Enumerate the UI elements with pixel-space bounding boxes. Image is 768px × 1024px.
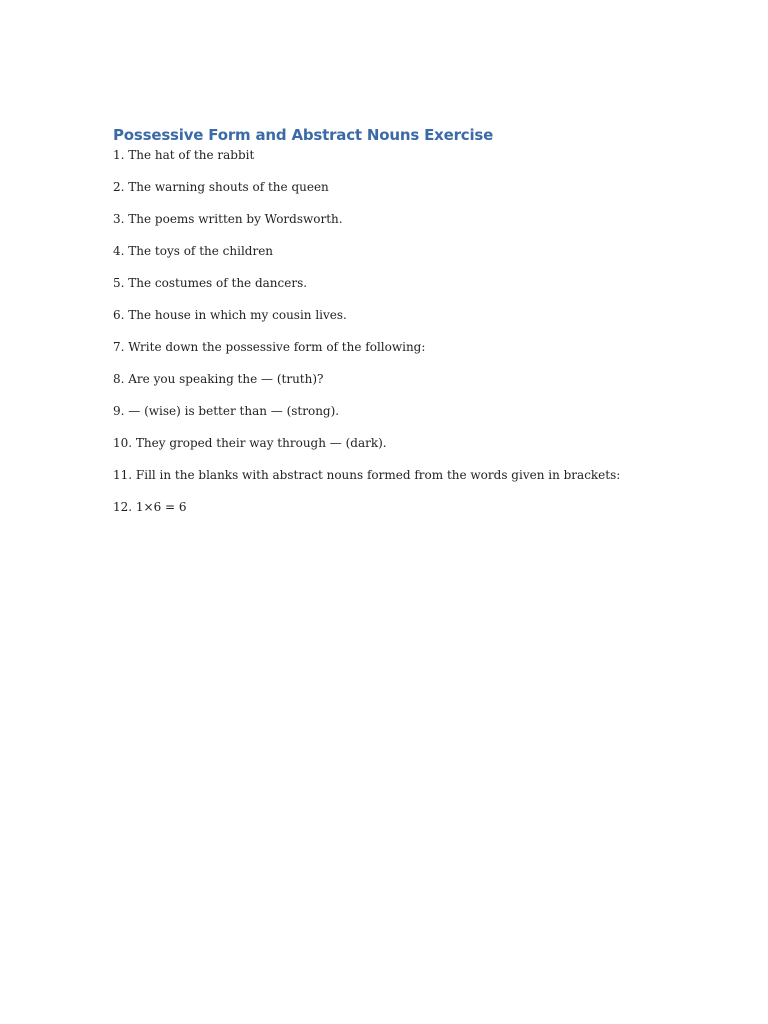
exercise-item: 4. The toys of the children xyxy=(113,244,274,258)
exercise-item: 1. The hat of the rabbit xyxy=(113,148,255,162)
exercise-item: 10. They groped their way through — (dark). xyxy=(113,436,387,450)
exercise-item: 5. The costumes of the dancers. xyxy=(113,276,308,290)
document-body xyxy=(113,124,713,530)
exercise-item: 11. Fill in the blanks with abstract nouns formed from the words given in brackets: xyxy=(113,468,621,482)
exercise-item: 2. The warning shouts of the queen xyxy=(113,180,329,194)
exercise-list xyxy=(113,146,713,530)
exercise-item: 9. — (wise) is better than — (strong). xyxy=(113,404,340,418)
exercise-item: 12. 1×6 = 6 xyxy=(113,500,187,514)
exercise-item: 7. Write down the possessive form of the following: xyxy=(113,340,426,354)
exercise-item: 6. The house in which my cousin lives. xyxy=(113,308,347,322)
exercise-item: 8. Are you speaking the — (truth)? xyxy=(113,372,324,386)
exercise-item: 3. The poems written by Wordsworth. xyxy=(113,212,343,226)
document-title: Possessive Form and Abstract Nouns Exercise xyxy=(113,126,494,144)
